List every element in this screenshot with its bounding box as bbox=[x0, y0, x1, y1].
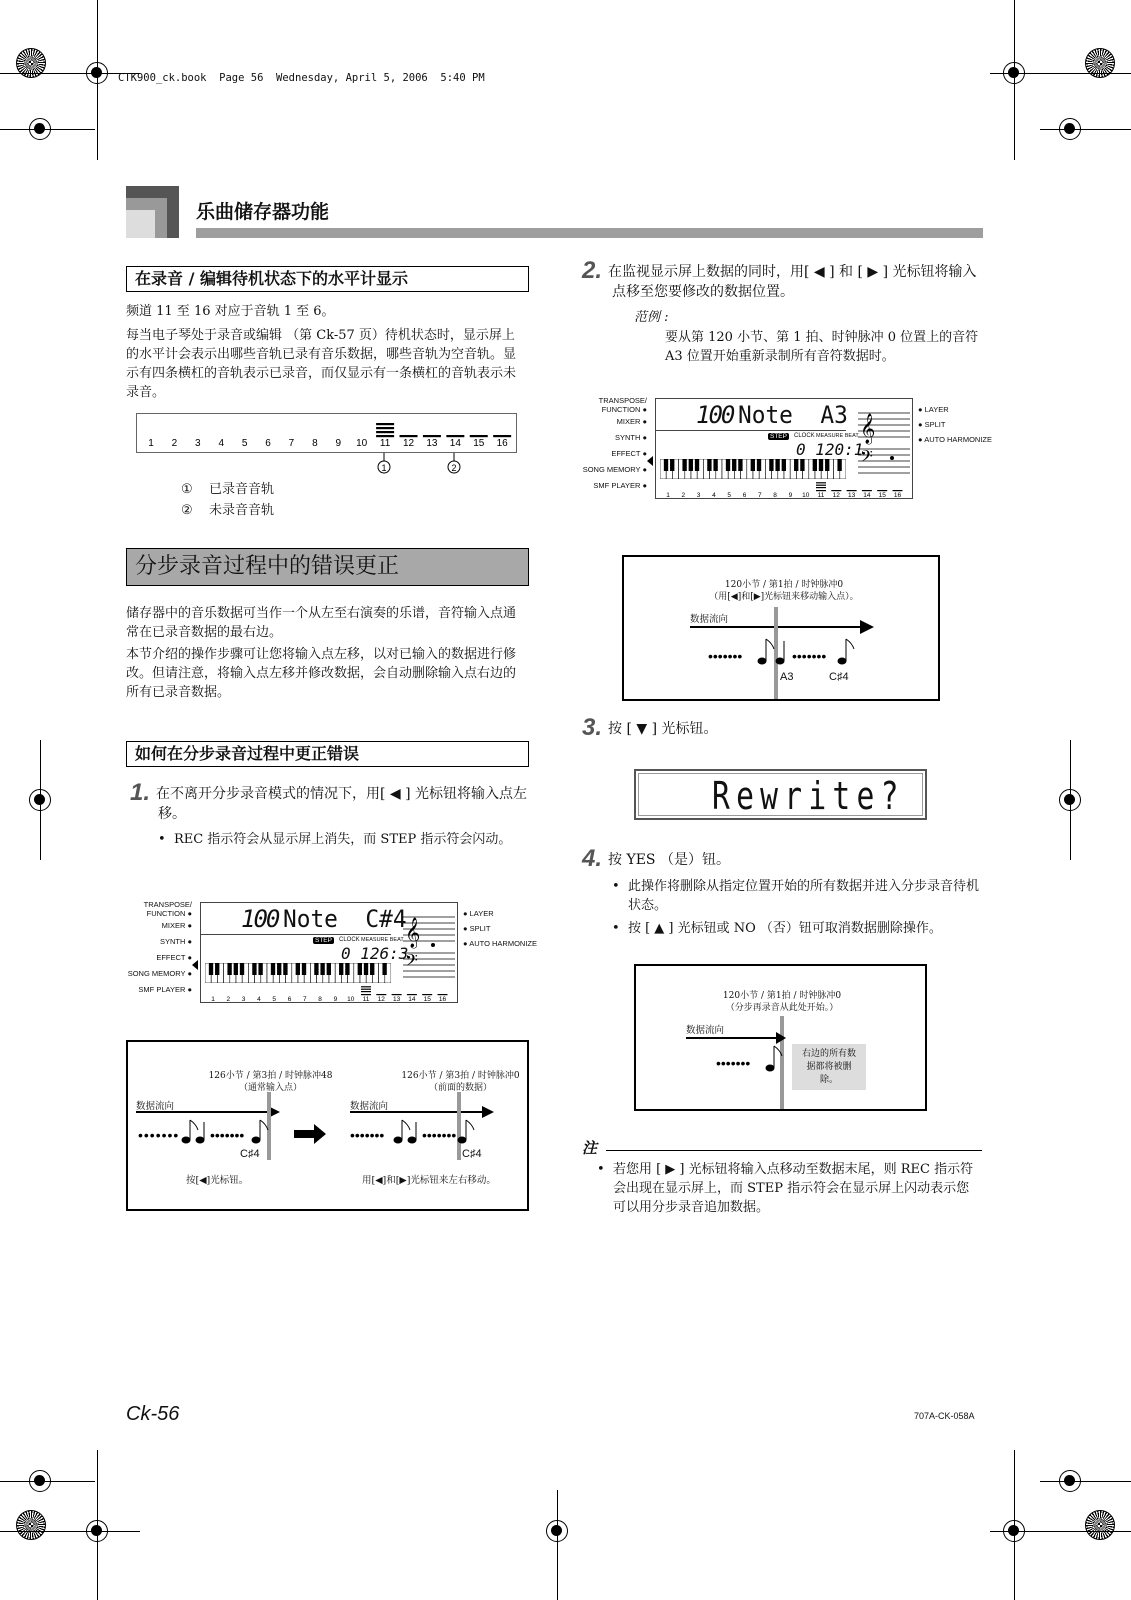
black-key bbox=[738, 459, 742, 471]
black-key bbox=[682, 459, 686, 471]
meter-number: 12 bbox=[377, 996, 385, 1003]
diagram-caption bbox=[682, 990, 882, 1014]
meter-number: 2 bbox=[681, 492, 686, 499]
paragraph: 本节介绍的操作步骤可让您将输入点左移，以对已输入的数据进行修改。但请注意，将输入点左移并修改数据，会自动删除输入点右边的所有已录音数据。 bbox=[126, 647, 517, 700]
lcd-label: EFFECT ● bbox=[611, 449, 647, 458]
black-key bbox=[358, 963, 362, 975]
meter-bar bbox=[862, 490, 872, 491]
meter-number: 9 bbox=[333, 996, 338, 1003]
paragraph: 每当电子琴处于录音或编辑 （第 Ck-57 页）待机状态时，显示屏上的水平计会表示出哪些音轨已录有音乐数据，哪些音轨为空音轨。显示有四条横杠的音轨表示已录音，而仅显示有一条横杠的音轨表示未录音。 bbox=[126, 328, 517, 400]
black-key bbox=[215, 963, 219, 975]
svg-text:•••••••: ••••••• bbox=[716, 1055, 751, 1071]
note-bullet: • 若您用 [ ▶ ] 光标钮将输入点移动至数据末尾，则 REC 指示符会出现在显示屏上，而 STEP 指示符会在显示屏上闪动表示您可以用分步录音追加数据。 bbox=[597, 1162, 974, 1215]
step-2 bbox=[582, 257, 982, 302]
black-key bbox=[339, 963, 343, 975]
black-key bbox=[751, 459, 755, 471]
lcd-label-text: AUTO HARMONIZE bbox=[469, 939, 537, 948]
lcd-text: Note A3 bbox=[738, 401, 848, 429]
meter-bar bbox=[831, 490, 841, 491]
meter-number: 7 bbox=[302, 996, 307, 1003]
meter-bar bbox=[493, 435, 511, 437]
lcd-label-text: FUNCTION bbox=[146, 909, 186, 918]
rewrite-display bbox=[634, 769, 927, 820]
meter-number: 12 bbox=[402, 438, 415, 449]
black-key bbox=[757, 459, 761, 471]
meter-number: 4 bbox=[257, 996, 261, 1003]
lcd-label: FUNCTION ● bbox=[601, 405, 647, 414]
lcd-label: TRANSPOSE/ bbox=[598, 396, 647, 405]
data-flow-diagram-3 bbox=[634, 964, 927, 1111]
crop-line bbox=[40, 740, 41, 860]
caption-line: 126小节 / 第3拍 / 时钟脉冲48 bbox=[208, 1071, 333, 1081]
black-key bbox=[370, 963, 374, 975]
crop-line bbox=[97, 1450, 98, 1600]
meter-bar bbox=[376, 435, 394, 437]
meter-number: 14 bbox=[449, 438, 461, 449]
black-key bbox=[670, 459, 674, 471]
black-key bbox=[252, 963, 256, 975]
svg-text:𝄢: 𝄢 bbox=[860, 448, 873, 470]
black-key bbox=[296, 963, 300, 975]
lcd-left-labels bbox=[120, 900, 192, 998]
black-key bbox=[364, 963, 368, 975]
black-key bbox=[794, 459, 798, 471]
meter-number: 11 bbox=[362, 996, 370, 1003]
meter-number: 4 bbox=[712, 492, 716, 499]
meter-bar bbox=[816, 485, 826, 486]
meter-number: 5 bbox=[272, 996, 277, 1003]
diagram-caption bbox=[684, 579, 884, 603]
note-text: 若您用 [ ▶ ] 光标钮将输入点移动至数据末尾，则 REC 指示符会出现在显示屏上，而 STEP 指示符会在显示屏上闪动表示您可以用分步录音追加数据。 bbox=[612, 1162, 974, 1215]
svg-text:2: 2 bbox=[451, 463, 457, 473]
step-number: 4. bbox=[582, 845, 603, 872]
black-key bbox=[732, 459, 736, 471]
lcd-label: SYNTH ● bbox=[159, 937, 192, 946]
lcd-label: SONG MEMORY ● bbox=[127, 969, 192, 978]
black-key bbox=[382, 963, 386, 975]
lcd-clock-label: CLOCK bbox=[794, 433, 815, 439]
black-key bbox=[819, 459, 823, 471]
legend-item bbox=[181, 500, 274, 521]
black-key bbox=[825, 459, 829, 471]
black-key bbox=[707, 459, 711, 471]
meter-number: 8 bbox=[318, 996, 322, 1003]
lcd-meter bbox=[660, 481, 910, 499]
lcd-label-text: MIXER bbox=[161, 921, 186, 930]
step-text: 在监视显示屏上数据的同时，用[ ◀ ] 和 [ ▶ ] 光标钮将输入点移至您要修改的数据位置。 bbox=[608, 264, 977, 300]
diagram-caption bbox=[388, 1070, 533, 1094]
meter-number: 14 bbox=[408, 996, 416, 1003]
black-key bbox=[695, 459, 699, 471]
lcd-keyboard bbox=[205, 963, 391, 983]
meter-number: 13 bbox=[392, 996, 401, 1003]
black-key bbox=[327, 963, 331, 975]
crop-line bbox=[1014, 1450, 1015, 1600]
lcd-screen bbox=[655, 398, 913, 499]
step-4 bbox=[582, 845, 982, 872]
meter-bar bbox=[376, 431, 394, 433]
bullet: • 此操作将删除从指定位置开始的所有数据并进入分步录音待机状态。 bbox=[612, 879, 979, 913]
subsection-title: 在录音 / 编辑待机状态下的水平计显示 bbox=[126, 266, 529, 292]
step-number: 2. bbox=[582, 257, 603, 284]
meter-bar bbox=[847, 490, 857, 491]
svg-text:•••••••: ••••••• bbox=[422, 1127, 457, 1143]
bullet-text: 此操作将删除从指定位置开始的所有数据并进入分步录音待机状态。 bbox=[627, 879, 979, 913]
svg-text:•••••••: ••••••• bbox=[210, 1127, 245, 1143]
svg-text:1: 1 bbox=[381, 463, 387, 473]
note-heading: 注 bbox=[582, 1139, 598, 1157]
lcd-label-text: SMF PLAYER bbox=[138, 985, 186, 994]
lcd-label: ● AUTO HARMONIZE bbox=[918, 435, 992, 444]
note-label: C♯4 bbox=[462, 1148, 482, 1160]
example-label: 范例 : bbox=[634, 310, 669, 325]
caption-line: （用[◀]和[▶]光标钮来移动输入点）。 bbox=[709, 592, 859, 602]
lcd-clock-label: CLOCK bbox=[339, 937, 360, 943]
crop-line bbox=[990, 73, 1131, 74]
lcd-label: ● LAYER bbox=[463, 909, 494, 918]
subsection-title: 如何在分步录音过程中更正错误 bbox=[126, 741, 529, 767]
flow-label: 数据流向 bbox=[690, 614, 729, 625]
black-key bbox=[713, 459, 717, 471]
meter-number: 14 bbox=[863, 492, 871, 499]
meter-bar bbox=[438, 994, 448, 995]
lcd-label: EFFECT ● bbox=[156, 953, 192, 962]
legend-mark: ① bbox=[181, 482, 193, 497]
black-key bbox=[769, 459, 773, 471]
bullet-text: REC 指示符会从显示屏上消失，而 STEP 指示符会闪动。 bbox=[173, 832, 512, 847]
step-3 bbox=[582, 714, 982, 741]
lcd-label: ● AUTO HARMONIZE bbox=[463, 939, 537, 948]
lcd-label-text: LAYER bbox=[924, 405, 949, 414]
meter-number: 8 bbox=[773, 492, 777, 499]
black-key bbox=[209, 963, 213, 975]
lcd-label-text: EFFECT bbox=[611, 449, 641, 458]
meter-number: 9 bbox=[335, 438, 342, 449]
meter-bar bbox=[423, 435, 441, 437]
svg-text:𝄢: 𝄢 bbox=[405, 952, 418, 974]
section-bar bbox=[196, 228, 983, 238]
lcd-label-text: LAYER bbox=[469, 909, 494, 918]
meter-bar bbox=[392, 994, 402, 995]
black-key bbox=[664, 459, 668, 471]
lcd-display-1 bbox=[120, 898, 540, 1008]
black-key bbox=[726, 459, 730, 471]
meter-number: 7 bbox=[757, 492, 762, 499]
legend-text: 未录音音轨 bbox=[209, 503, 275, 518]
note-label: C♯4 bbox=[829, 671, 849, 683]
meter-number: 15 bbox=[473, 438, 485, 449]
registration-star-icon bbox=[1085, 1510, 1115, 1540]
meter-number: 3 bbox=[195, 438, 201, 449]
deleted-data-label: 右边的所有数据都将被删除。 bbox=[801, 1049, 856, 1085]
flow-label: 数据流向 bbox=[136, 1101, 175, 1112]
lcd-arrow-icon bbox=[192, 960, 198, 970]
step-text: 在不离开分步录音模式的情况下，用[ ◀ ] 光标钮将输入点左移。 bbox=[156, 786, 528, 822]
caption-line: （前面的数据） bbox=[428, 1083, 492, 1093]
lcd-counter: 0 120:1 bbox=[796, 440, 864, 459]
svg-text:•••••••: ••••••• bbox=[792, 648, 827, 664]
meter-number: 10 bbox=[347, 996, 355, 1003]
lcd-label: SMF PLAYER ● bbox=[138, 985, 192, 994]
meter-number: 3 bbox=[696, 492, 701, 499]
lcd-label-text: SMF PLAYER bbox=[593, 481, 641, 490]
meter-number: 10 bbox=[802, 492, 810, 499]
lcd-label-text: AUTO HARMONIZE bbox=[924, 435, 992, 444]
meter-bar bbox=[877, 490, 887, 491]
lcd-left-labels bbox=[575, 396, 647, 494]
lcd-step-indicator: STEP bbox=[315, 937, 332, 944]
lcd-meter bbox=[205, 985, 455, 1003]
meter-bar bbox=[893, 490, 903, 491]
meter-number: 6 bbox=[742, 492, 747, 499]
lcd-label-text: EFFECT bbox=[156, 953, 186, 962]
meter-callouts bbox=[136, 453, 517, 475]
lcd-label-text: MIXER bbox=[616, 417, 641, 426]
meter-bar bbox=[422, 994, 432, 995]
crop-line bbox=[0, 1481, 95, 1482]
lcd-keyboard bbox=[660, 459, 846, 479]
paragraph: 储存器中的音乐数据可当作一个从左至右演奏的乐谱，音符输入点通常在已录音数据的最右边。 bbox=[126, 606, 517, 640]
lcd-label: SYNTH ● bbox=[614, 433, 647, 442]
meter-bar bbox=[376, 427, 394, 429]
step-text: 按 YES （是）钮。 bbox=[608, 852, 730, 868]
lcd-screen bbox=[200, 902, 458, 1003]
lcd-label-text: FUNCTION bbox=[601, 405, 641, 414]
meter-number: 1 bbox=[666, 492, 670, 499]
lcd-staff bbox=[403, 907, 455, 985]
section-heading-box bbox=[126, 548, 529, 586]
crop-line bbox=[1014, 0, 1015, 160]
meter-bar bbox=[361, 991, 371, 992]
black-key bbox=[302, 963, 306, 975]
data-flow-diagram-2 bbox=[622, 555, 940, 701]
lcd-measure-beat-label: MEASURE BEAT bbox=[816, 433, 859, 439]
bullet-text: 按 [ ▲ ] 光标钮或 NO （否）钮可取消数据删除操作。 bbox=[627, 921, 942, 936]
example-text: 要从第 120 小节、第 1 拍、时钟脉冲 0 位置上的音符 A3 位置开始重新录制所有音符数据时。 bbox=[665, 330, 979, 364]
meter-number: 1 bbox=[211, 996, 215, 1003]
black-key bbox=[314, 963, 318, 975]
crop-line bbox=[0, 1531, 140, 1532]
black-key bbox=[258, 963, 262, 975]
lcd-label: SMF PLAYER ● bbox=[593, 481, 647, 490]
step-number: 3. bbox=[582, 714, 603, 741]
section-heading: 分步录音过程中的错误更正 bbox=[135, 554, 400, 579]
step-text: 按 [ ▼ ] 光标钮。 bbox=[608, 721, 718, 737]
svg-text:•••••••: ••••••• bbox=[350, 1127, 385, 1143]
black-key bbox=[320, 963, 324, 975]
lcd-divider bbox=[201, 934, 391, 935]
meter-number: 10 bbox=[356, 438, 368, 449]
meter-number: 2 bbox=[171, 438, 178, 449]
page-number: Ck-56 bbox=[126, 1403, 180, 1425]
book-info: CTK900_ck.book Page 56 Wednesday, April 5, 2006 5:40 PM bbox=[118, 72, 485, 84]
meter-bar bbox=[376, 994, 386, 995]
svg-text:𝄞: 𝄞 bbox=[405, 917, 421, 947]
meter-number: 13 bbox=[847, 492, 856, 499]
lcd-right-labels bbox=[918, 402, 992, 447]
step-1 bbox=[130, 779, 528, 824]
crop-line bbox=[97, 0, 98, 160]
meter-number: 13 bbox=[426, 438, 438, 449]
caption-line: 126小节 / 第3拍 / 时钟脉冲0 bbox=[401, 1071, 520, 1081]
meter-bar bbox=[407, 994, 417, 995]
lcd-label-text: SONG MEMORY bbox=[127, 969, 186, 978]
meter-number: 5 bbox=[241, 438, 248, 449]
meter-bar bbox=[816, 490, 826, 491]
meter-number: 11 bbox=[379, 438, 391, 449]
meter-bar bbox=[816, 482, 826, 483]
svg-text:•••••••: ••••••• bbox=[138, 1127, 180, 1143]
crop-line bbox=[990, 1531, 1131, 1532]
document-code: 707A-CK-058A bbox=[914, 1411, 975, 1421]
diagram-caption bbox=[198, 1070, 343, 1094]
legend-item bbox=[181, 479, 274, 500]
lcd-label: FUNCTION ● bbox=[146, 909, 192, 918]
meter-number: 3 bbox=[241, 996, 246, 1003]
meter-bar bbox=[361, 994, 371, 995]
svg-text:•••••••: ••••••• bbox=[708, 648, 743, 664]
legend-mark: ② bbox=[181, 503, 193, 518]
lcd-staff bbox=[858, 403, 910, 481]
meter-number: 16 bbox=[496, 438, 508, 449]
meter-bar bbox=[376, 423, 394, 425]
lcd-label-text: SONG MEMORY bbox=[582, 465, 641, 474]
lcd-step-indicator: STEP bbox=[770, 433, 787, 440]
caption-line: （分步再录音从此处开始。） bbox=[725, 1003, 839, 1013]
lcd-display-2 bbox=[575, 394, 995, 504]
black-key bbox=[240, 963, 244, 975]
lcd-label: TRANSPOSE/ bbox=[143, 900, 192, 909]
caption-line: 120小节 / 第1拍 / 时钟脉冲0 bbox=[722, 991, 842, 1001]
meter-bar bbox=[816, 487, 826, 488]
meter-bar bbox=[446, 435, 464, 437]
black-key bbox=[782, 459, 786, 471]
meter-number: 7 bbox=[288, 438, 295, 449]
meter-bar bbox=[361, 989, 371, 990]
registration-star-icon bbox=[16, 1510, 46, 1540]
section-title: 乐曲储存器功能 bbox=[196, 201, 330, 223]
paragraph: 频道 11 至 16 对应于音轨 1 至 6。 bbox=[126, 304, 335, 319]
crop-line bbox=[1040, 1481, 1131, 1482]
diagram-instruction: 按[◀]光标钮。 bbox=[186, 1175, 249, 1186]
black-key bbox=[345, 963, 349, 975]
lcd-measure-beat-label: MEASURE BEAT bbox=[361, 937, 404, 943]
lcd-label: SONG MEMORY ● bbox=[582, 465, 647, 474]
meter-number: 15 bbox=[878, 492, 886, 499]
black-key bbox=[837, 459, 841, 471]
legend bbox=[181, 479, 274, 521]
rewrite-text: Rewrite? bbox=[712, 774, 905, 818]
diagram-instruction: 用[◀]和[▶]光标钮来左右移动。 bbox=[362, 1175, 496, 1186]
svg-text:𝄞: 𝄞 bbox=[860, 413, 876, 443]
meter-number: 11 bbox=[817, 492, 825, 499]
meter-number: 4 bbox=[218, 438, 225, 449]
meter-number: 16 bbox=[438, 996, 447, 1003]
meter-number: 2 bbox=[226, 996, 231, 1003]
meter-bar bbox=[400, 435, 418, 437]
black-key bbox=[775, 459, 779, 471]
note-label: A3 bbox=[780, 671, 794, 683]
meter-number: 16 bbox=[893, 492, 902, 499]
crop-line bbox=[557, 1490, 558, 1600]
crop-line bbox=[1070, 740, 1071, 860]
header-deco bbox=[126, 210, 155, 238]
meter-number: 6 bbox=[287, 996, 292, 1003]
meter-number: 5 bbox=[727, 492, 732, 499]
lcd-arrow-icon bbox=[647, 456, 653, 466]
lcd-label-text: SPLIT bbox=[924, 420, 946, 429]
meter-bar bbox=[470, 435, 488, 437]
meter-number: 12 bbox=[832, 492, 840, 499]
caption-line: 120小节 / 第1拍 / 时钟脉冲0 bbox=[724, 580, 844, 590]
flow-label: 数据流向 bbox=[686, 1025, 725, 1036]
flow-label: 数据流向 bbox=[350, 1101, 389, 1112]
meter-number: 1 bbox=[148, 438, 154, 449]
lcd-label: ● SPLIT bbox=[463, 924, 491, 933]
bullet: • 按 [ ▲ ] 光标钮或 NO （否）钮可取消数据删除操作。 bbox=[612, 921, 942, 936]
step-number: 1. bbox=[130, 779, 151, 806]
meter-number: 8 bbox=[312, 438, 318, 449]
lcd-label-text: SPLIT bbox=[469, 924, 491, 933]
crop-line bbox=[0, 129, 95, 130]
black-key bbox=[689, 459, 693, 471]
caption-line: （通常输入点） bbox=[238, 1083, 302, 1093]
crop-line bbox=[1040, 129, 1131, 130]
lcd-label: MIXER ● bbox=[616, 417, 647, 426]
bullet: • REC 指示符会从显示屏上消失，而 STEP 指示符会闪动。 bbox=[158, 832, 512, 847]
black-key bbox=[813, 459, 817, 471]
black-key bbox=[283, 963, 287, 975]
meter-number: 15 bbox=[423, 996, 431, 1003]
lcd-label-text: SYNTH bbox=[614, 433, 641, 442]
lcd-label: MIXER ● bbox=[161, 921, 192, 930]
black-key bbox=[234, 963, 238, 975]
lcd-label: ● LAYER bbox=[918, 405, 949, 414]
level-meter-diagram bbox=[136, 413, 517, 453]
black-key bbox=[227, 963, 231, 975]
legend-text: 已录音音轨 bbox=[209, 482, 275, 497]
black-key bbox=[271, 963, 275, 975]
black-key bbox=[277, 963, 281, 975]
meter-bar bbox=[361, 986, 371, 987]
data-flow-diagram-1 bbox=[126, 1040, 529, 1211]
lcd-text: Note C#4 bbox=[283, 905, 407, 933]
meter-number: 6 bbox=[265, 438, 271, 449]
lcd-tempo: 100 bbox=[696, 401, 734, 429]
lcd-counter: 0 126:3 bbox=[341, 944, 409, 963]
lcd-label: ● SPLIT bbox=[918, 420, 946, 429]
lcd-divider bbox=[656, 430, 846, 431]
lcd-label-text: SYNTH bbox=[159, 937, 186, 946]
lcd-tempo: 100 bbox=[241, 905, 279, 933]
meter-number: 9 bbox=[788, 492, 793, 499]
lcd-right-labels bbox=[463, 906, 537, 951]
note-rule bbox=[606, 1150, 982, 1151]
black-key bbox=[800, 459, 804, 471]
note-label: C♯4 bbox=[240, 1148, 260, 1160]
